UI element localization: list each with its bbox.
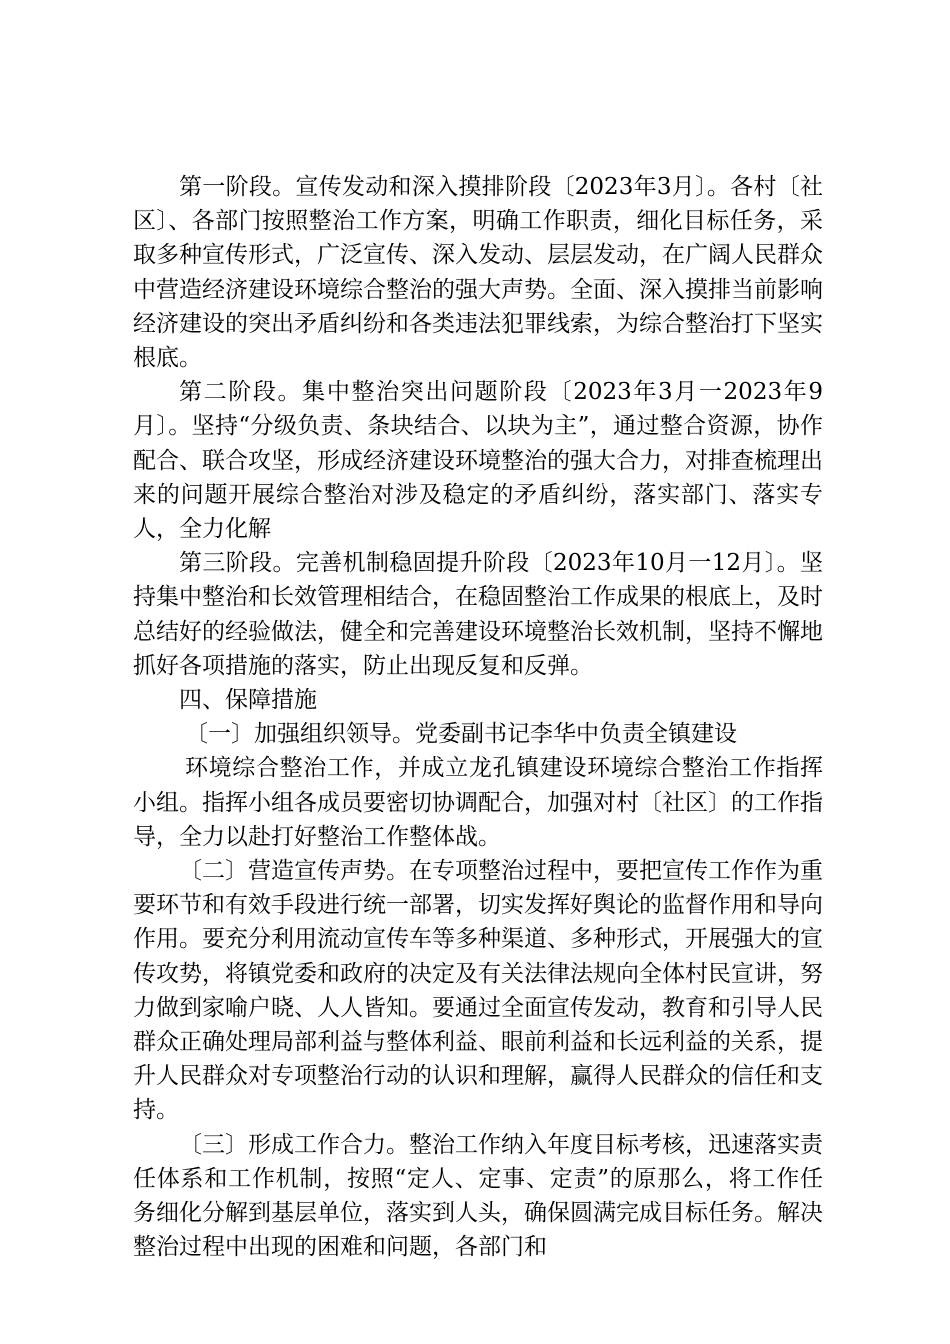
paragraph-stage-three: 第三阶段。完善机制稳固提升阶段〔2023年10月一12月〕。坚持集中整治和长效管理相结合，在稳固整治工作成果的根底上，及时总结好的经验做法，健全和完善建设环境整治长效机制，坚持不懈地抓好各项措施的落实，防止出现反复和反弹。 xyxy=(133,550,823,679)
section-one-continuation: 环境综合整治工作，并成立龙孔镇建设环境综合整治工作指挥小组。指挥小组各成员要密切协调配合，加强对村〔社区〕的工作指导，全力以赴打好整治工作整体战。 xyxy=(133,755,823,850)
document-body xyxy=(133,170,823,1265)
paragraph-section-two: 〔二〕营造宣传声势。在专项整治过程中，要把宣传工作作为重要环节和有效手段进行统一部署，切实发挥好舆论的监督作用和导向作用。要充分利用流动宣传车等多种渠道、多种形式，开展强大的宣传攻势，将镇党委和政府的决定及有关法律法规向全体村民宣讲，努力做到家喻户晓、人人皆知。要通过全面宣传发动，教育和引导人民群众正确处理局部利益与整体利益、眼前利益和长远利益的关系，提升人民群众对专项整治行动的认识和理解，赢得人民群众的信任和支持。 xyxy=(133,858,823,1124)
paragraph-section-one xyxy=(133,717,823,854)
section-one-first-line: 〔一〕加强组织领导。党委副书记李华中负责全镇建设 xyxy=(185,721,737,748)
paragraph-section-three: 〔三〕形成工作合力。整治工作纳入年度目标考核，迅速落实责任体系和工作机制，按照“定人、定事、定责”的原那么，将工作任务细化分解到基层单位，落实到人头，确保圆满完成目标任务。解决整治过程中出现的困难和问题，各部门和 xyxy=(133,1131,823,1261)
paragraph-stage-two: 第二阶段。集中整治突出问题阶段〔2023年3月一2023年9月〕。坚持“分级负责、条块结合、以块为主”，通过整合资源，协作配合、联合攻坚，形成经济建设环境整治的强大合力，对排查梳理出来的问题开展综合整治对涉及稳定的矛盾纠纷，落实部门、落实专人，全力化解 xyxy=(133,379,823,543)
paragraph-stage-one: 第一阶段。宣传发动和深入摸排阶段〔2023年3月〕。各村〔社区〕、各部门按照整治工作方案，明确工作职责，细化目标任务，采取多种宣传形式，广泛宣传、深入发动、层层发动，在广阔人民群众中营造经济建设环境综合整治的强大声势。全面、深入摸排当前影响经济建设的突出矛盾纠纷和各类违法犯罪线索，为综合整治打下坚实根底。 xyxy=(133,174,823,372)
section-heading-guarantee: 四、保障措施 xyxy=(179,687,317,714)
